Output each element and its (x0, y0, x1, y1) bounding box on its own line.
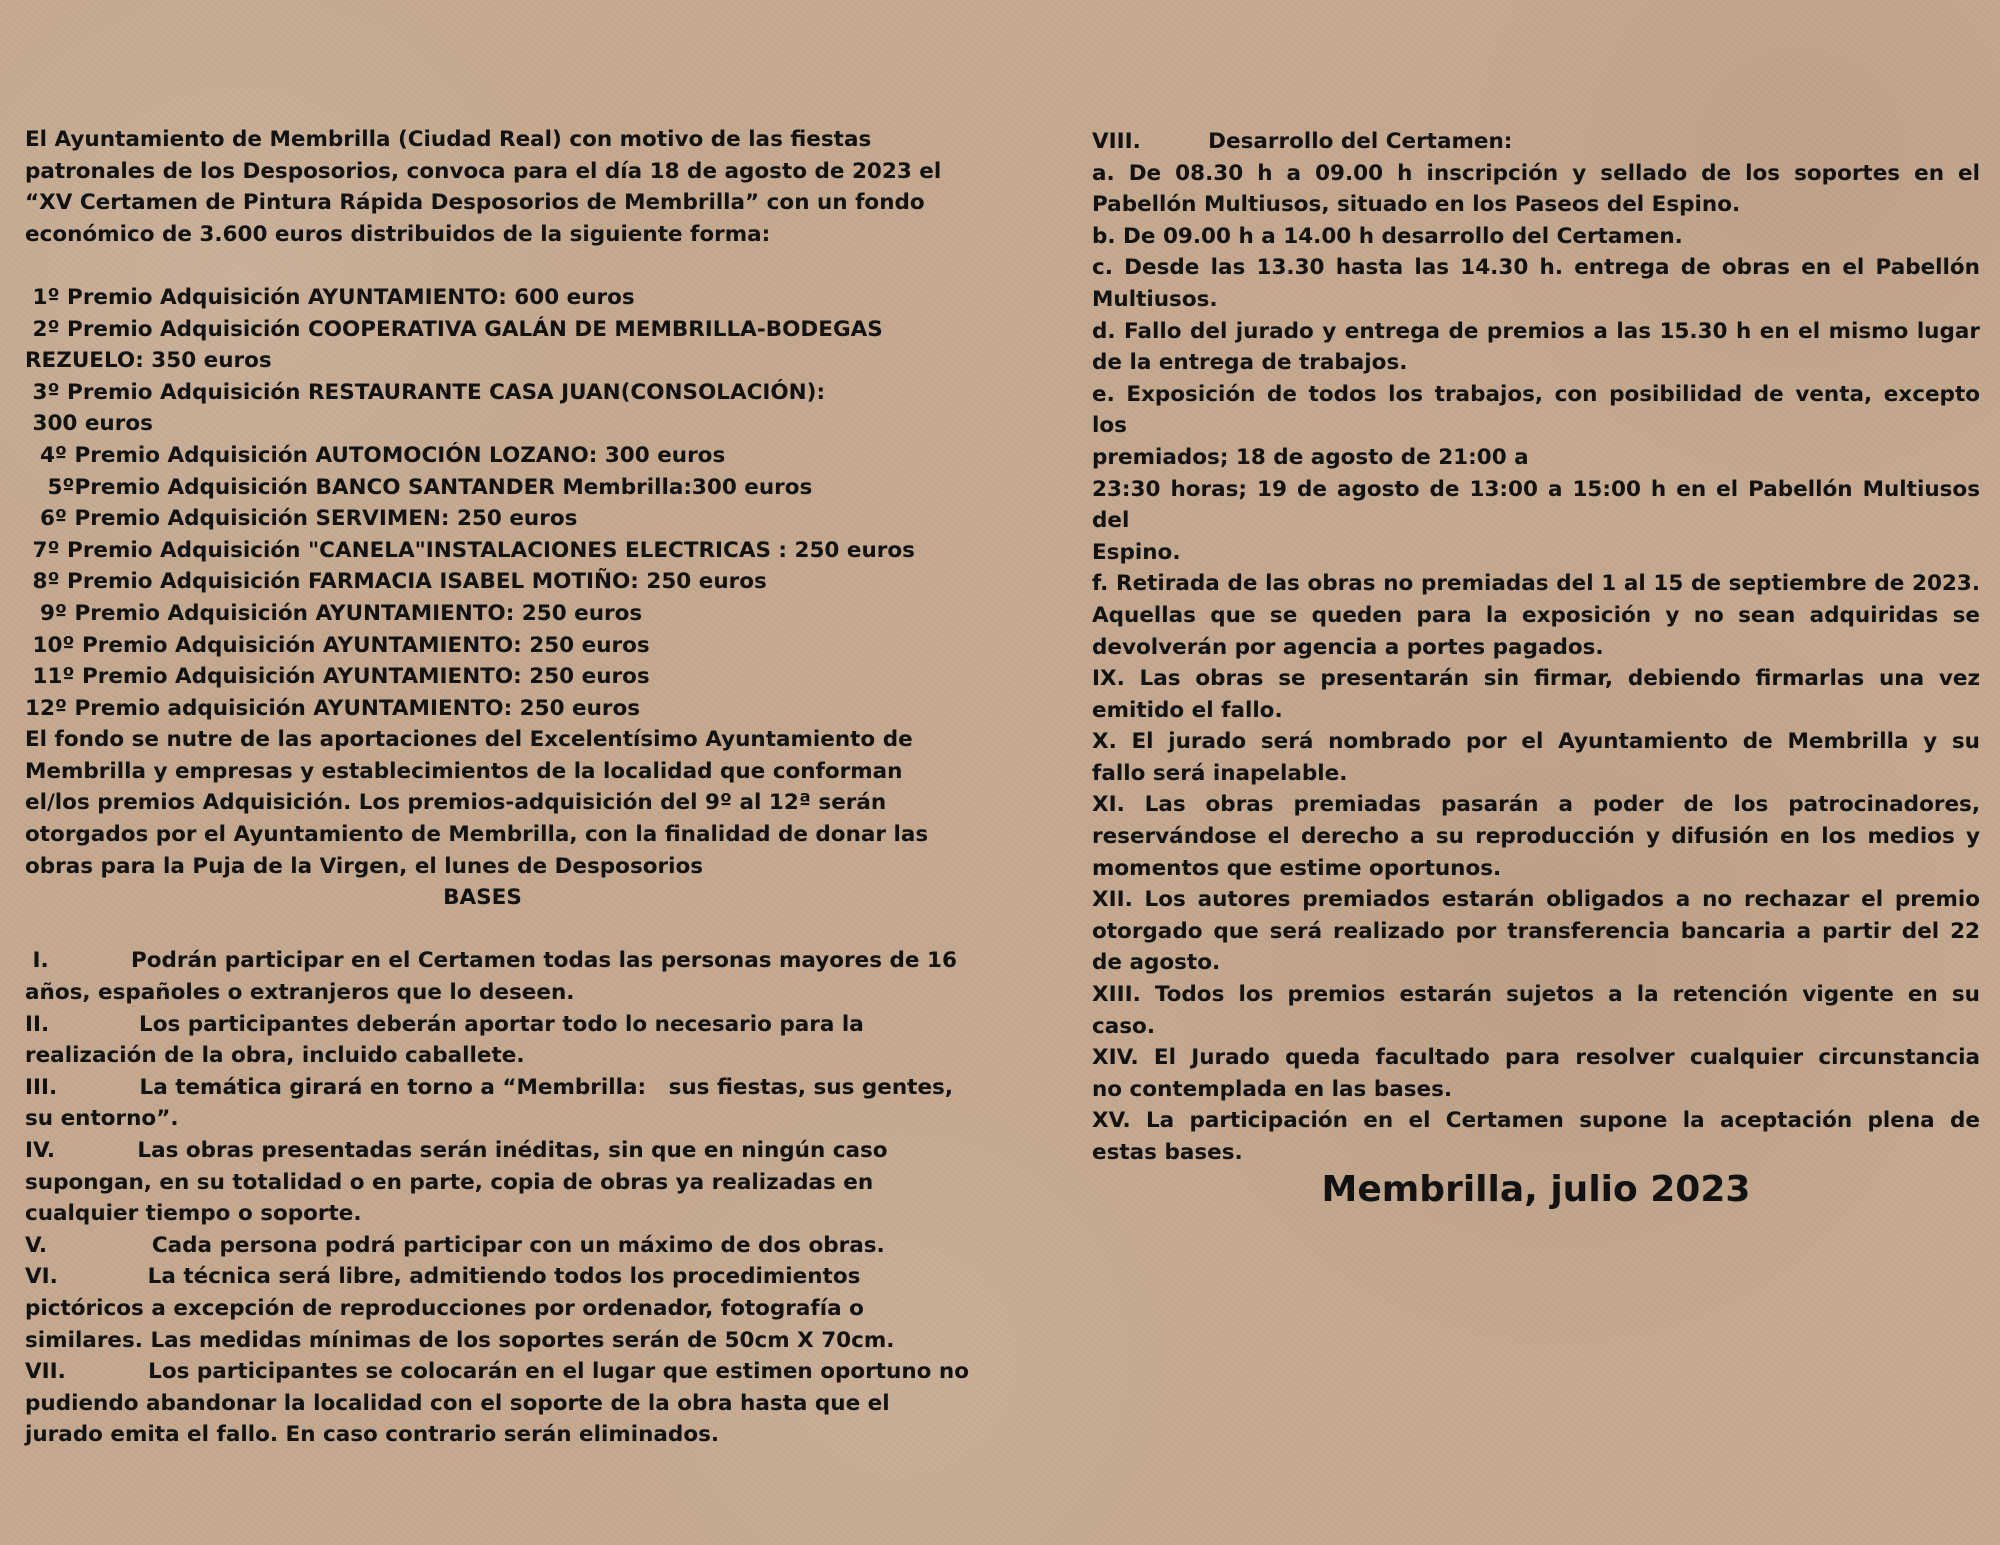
bases-list (25, 945, 969, 1451)
bases-line: VII. Los participantes se colocarán en el lugar que estimen oportuno no (25, 1359, 969, 1385)
bases-line: XIV. El Jurado queda facultado para resolver cualquier circunstancia (1092, 1045, 1980, 1071)
prize-item: 5ºPremio Adquisición BANCO SANTANDER Membrilla:300 euros (25, 474, 813, 500)
bases-line: años, españoles o extranjeros que lo deseen. (25, 980, 575, 1006)
prize-item: 3º Premio Adquisición RESTAURANTE CASA JUAN(CONSOLACIÓN): (25, 379, 826, 405)
bases-line: c. Desde las 13.30 hasta las 14.30 h. entrega de obras en el Pabellón (1092, 255, 1980, 281)
bases-line: realización de la obra, incluido caballete. (25, 1043, 525, 1069)
bases-line: similares. Las medidas mínimas de los soportes serán de 50cm X 70cm. (25, 1327, 895, 1353)
bases-line: II. Los participantes deberán aportar todo lo necesario para la (25, 1011, 864, 1037)
bases-line: XIII. Todos los premios estarán sujetos a la retención vigente en su (1092, 982, 1980, 1008)
bases-line: su entorno”. (25, 1106, 179, 1132)
bases-line: b. De 09.00 h a 14.00 h desarrollo del Certamen. (1092, 223, 1683, 249)
bases-line: IV. Las obras presentadas serán inéditas, sin que en ningún caso (25, 1138, 888, 1163)
bases-line: XV. La participación en el Certamen supone la aceptación plena de (1092, 1108, 1980, 1134)
intro-line: “XV Certamen de Pintura Rápida Desposorios de Membrilla” con un fondo (25, 190, 925, 216)
prize-item: REZUELO: 350 euros (25, 348, 272, 374)
bases-line: Espino. (1092, 539, 1181, 565)
intro-line: patronales de los Desposorios, convoca para el día 18 de agosto de 2023 el (25, 158, 942, 184)
bases-line: supongan, en su totalidad o en parte, copia de obras ya realizadas en (25, 1169, 874, 1195)
bases-line: premiados; 18 de agosto de 21:00 a (1092, 444, 1529, 470)
bases-line: de la entrega de trabajos. (1092, 350, 1408, 376)
prize-item: 9º Premio Adquisición AYUNTAMIENTO: 250 euros (25, 600, 643, 626)
bases-line: X. El jurado será nombrado por el Ayuntamiento de Membrilla y su (1092, 729, 1980, 755)
bases-line: de agosto. (1092, 950, 1221, 976)
bases-line: e. Exposición de todos los trabajos, con posibilidad de venta, excepto los (1092, 381, 1980, 439)
bases-line: pictóricos a excepción de reproducciones por ordenador, fotografía o (25, 1295, 864, 1321)
bases-line: cualquier tiempo o soporte. (25, 1201, 362, 1227)
bases-line: f. Retirada de las obras no premiadas del 1 al 15 de septiembre de 2023. (1092, 571, 1980, 597)
prize-item: 10º Premio Adquisición AYUNTAMIENTO: 250 euros (25, 632, 650, 658)
prize-item: 12º Premio adquisición AYUNTAMIENTO: 250 euros (25, 695, 641, 721)
bases-line: d. Fallo del jurado y entrega de premios a las 15.30 h en el mismo lugar (1092, 318, 1980, 344)
bases-line: IX. Las obras se presentarán sin firmar, debiendo firmarlas una vez (1092, 666, 1980, 692)
bases-line: Multiusos. (1092, 286, 1218, 312)
bases-line: fallo será inapelable. (1092, 760, 1348, 786)
right-column (1092, 126, 1980, 1169)
prize-item: 6º Premio Adquisición SERVIMEN: 250 euros (25, 506, 578, 532)
fund-line: obras para la Puja de la Virgen, el lunes de Desposorios (25, 853, 704, 879)
fund-line: el/los premios Adquisición. Los premios-adquisición del 9º al 12ª serán (25, 790, 887, 816)
bases-line: otorgado que será realizado por transferencia bancaria a partir del 22 (1092, 918, 1980, 944)
bases-line: VIII. Desarrollo del Certamen: (1092, 129, 1513, 154)
bases-line: XI. Las obras premiadas pasarán a poder de los patrocinadores, (1092, 792, 1980, 818)
bases-line: VI. La técnica será libre, admitiendo todos los procedimientos (25, 1264, 861, 1290)
bases-line: momentos que estime oportunos. (1092, 855, 1502, 881)
fund-line: El fondo se nutre de las aportaciones del Excelentísimo Ayuntamiento de (25, 727, 913, 753)
fund-line: otorgados por el Ayuntamiento de Membrilla, con la finalidad de donar las (25, 822, 929, 848)
signature-line: Membrilla, julio 2023 (1321, 1169, 1751, 1210)
bases-line: pudiendo abandonar la localidad con el soporte de la obra hasta que el (25, 1390, 890, 1416)
prize-item: 1º Premio Adquisición AYUNTAMIENTO: 600 euros (25, 284, 635, 310)
spacer (25, 250, 940, 282)
bases-line: emitido el fallo. (1092, 697, 1283, 723)
bases-line: caso. (1092, 1013, 1155, 1039)
prize-item: 11º Premio Adquisición AYUNTAMIENTO: 250 euros (25, 664, 650, 690)
bases-line: devolverán por agencia a portes pagados. (1092, 634, 1604, 660)
bases-line: jurado emita el fallo. En caso contrario serán eliminados. (25, 1422, 720, 1448)
bases-line: estas bases. (1092, 1140, 1243, 1165)
fund-line: Membrilla y empresas y establecimientos de la localidad que conforman (25, 758, 903, 784)
intro-line: económico de 3.600 euros distribuidos de la siguiente forma: (25, 221, 771, 247)
bases-line: reservándose el derecho a su reproducción y difusión en los medios y (1092, 824, 1980, 850)
bases-line: Aquellas que se queden para la exposición y no sean adquiridas se (1092, 602, 1980, 628)
bases-line: I. Podrán participar en el Certamen todas las personas mayores de 16 (25, 948, 957, 974)
bases-line: XII. Los autores premiados estarán obligados a no rechazar el premio (1092, 887, 1980, 913)
bases-line: a. De 08.30 h a 09.00 h inscripción y sellado de los soportes en el (1092, 160, 1980, 186)
prize-item: 7º Premio Adquisición "CANELA"INSTALACIONES ELECTRICAS : 250 euros (25, 537, 915, 563)
prize-list (25, 282, 940, 724)
intro-paragraph (25, 124, 940, 250)
intro-line: El Ayuntamiento de Membrilla (Ciudad Real) con motivo de las fiestas (25, 127, 872, 152)
prize-item: 8º Premio Adquisición FARMACIA ISABEL MOTIÑO: 250 euros (25, 569, 767, 595)
bases-line: III. La temática girará en torno a “Membrilla: sus fiestas, sus gentes, (25, 1074, 953, 1100)
left-column (25, 124, 969, 1451)
bases-title: BASES (443, 885, 522, 911)
spacer (25, 914, 940, 946)
prize-item: 2º Premio Adquisición COOPERATIVA GALÁN DE MEMBRILLA-BODEGAS (25, 316, 883, 342)
prize-item: 4º Premio Adquisición AUTOMOCIÓN LOZANO: 300 euros (25, 442, 726, 468)
bases-line: V. Cada persona podrá participar con un máximo de dos obras. (25, 1232, 885, 1258)
bases-line: 23:30 horas; 19 de agosto de 13:00 a 15:00 h en el Pabellón Multiusos del (1092, 476, 1980, 534)
prize-item: 300 euros (25, 411, 153, 437)
bases-line: Pabellón Multiusos, situado en los Paseos del Espino. (1092, 192, 1741, 218)
fund-paragraph (25, 724, 940, 882)
bases-line: no contemplada en las bases. (1092, 1076, 1453, 1102)
